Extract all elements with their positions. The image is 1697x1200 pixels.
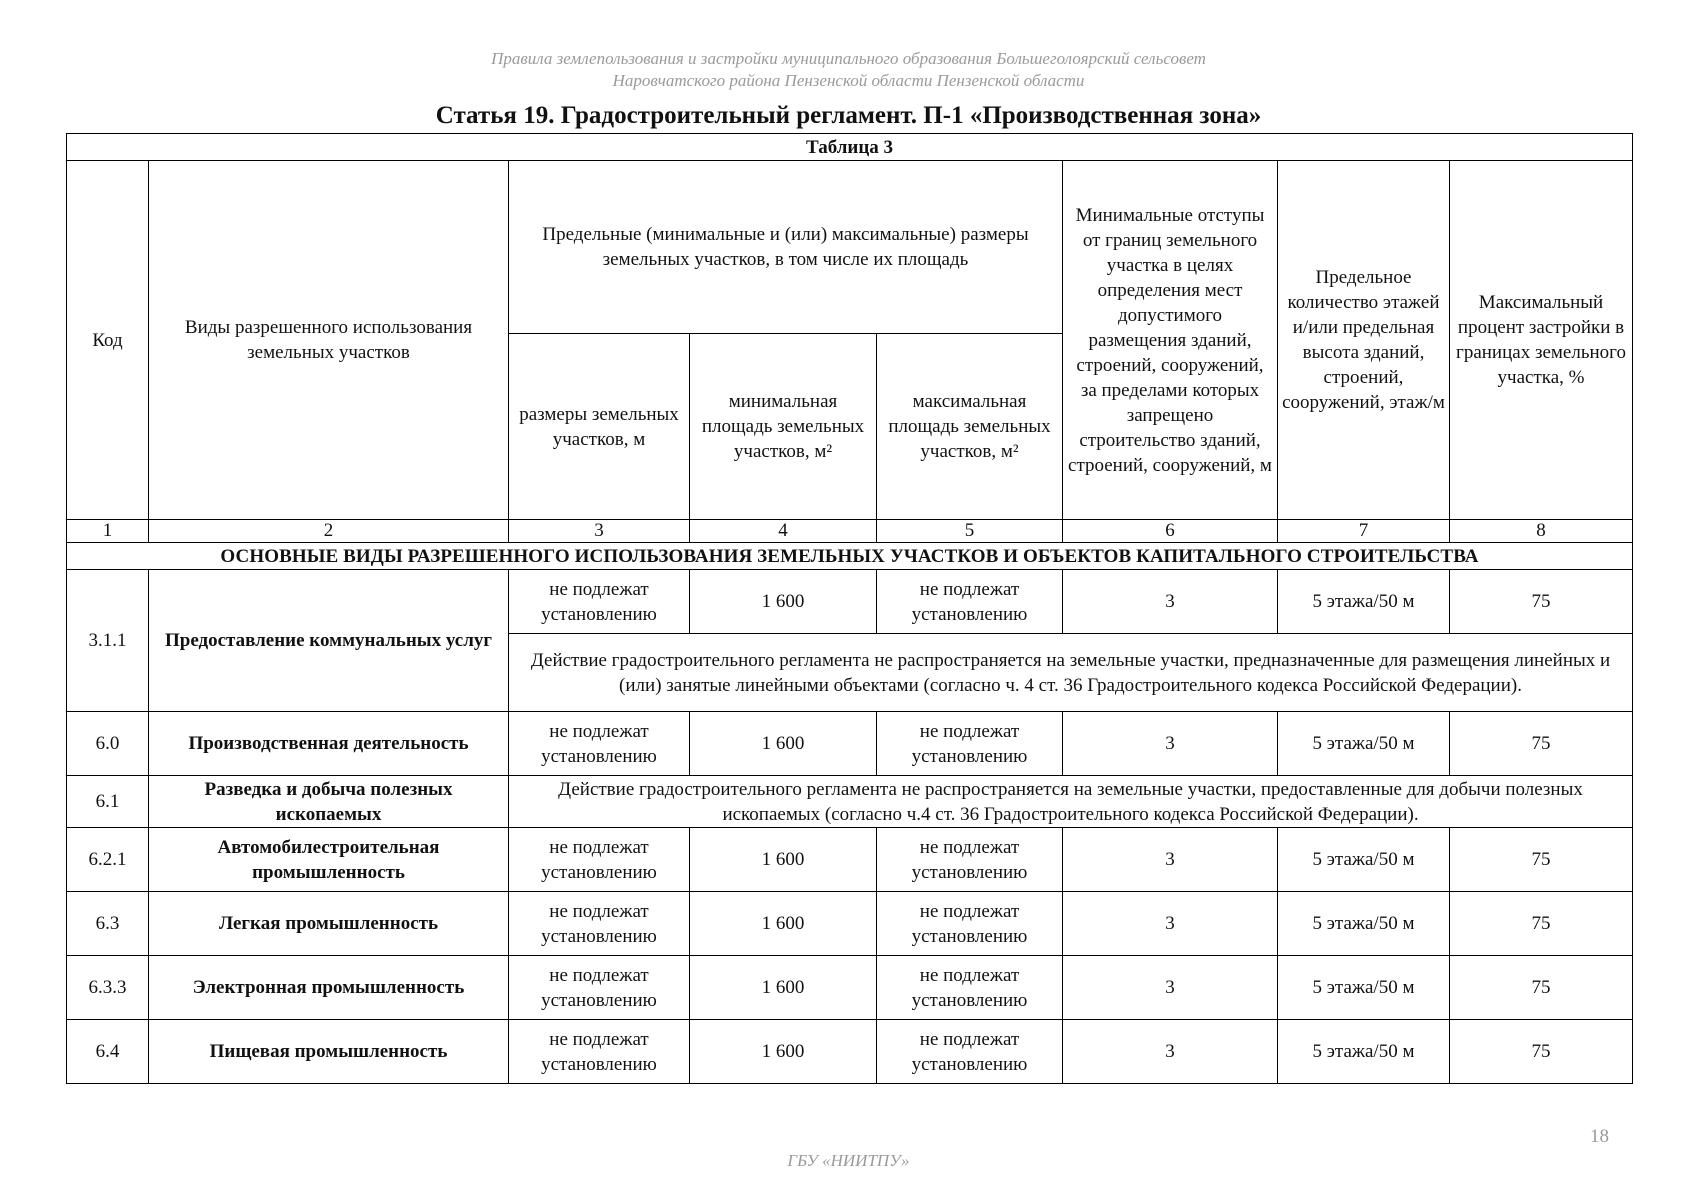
table-label: Таблица 3 — [67, 134, 1633, 161]
column-number: 2 — [149, 520, 509, 543]
row-size: не подлежат установлению — [509, 570, 690, 634]
row-coverage: 75 — [1450, 956, 1633, 1020]
row-min-area: 1 600 — [690, 1020, 877, 1084]
row-code: 6.4 — [67, 1020, 149, 1084]
running-footer: ГБУ «НИИТПУ» — [787, 1151, 910, 1170]
row-min-area: 1 600 — [690, 712, 877, 776]
row-max-area: не подлежат установлению — [877, 570, 1063, 634]
row-code: 6.3 — [67, 892, 149, 956]
column-number: 4 — [690, 520, 877, 543]
row-min-area: 1 600 — [690, 956, 877, 1020]
row-code: 6.3.3 — [67, 956, 149, 1020]
row-max-area: не подлежат установлению — [877, 828, 1063, 892]
row-size: не подлежат установлению — [509, 712, 690, 776]
row-max-area: не подлежат установлению — [877, 1020, 1063, 1084]
row-coverage: 75 — [1450, 712, 1633, 776]
table-row — [67, 828, 1633, 892]
row-max-area: не подлежат установлению — [877, 892, 1063, 956]
row-coverage: 75 — [1450, 1020, 1633, 1084]
column-number: 3 — [509, 520, 690, 543]
table-row — [67, 712, 1633, 776]
row-max-area: не подлежат установлению — [877, 956, 1063, 1020]
row-floors: 5 этажа/50 м — [1278, 712, 1450, 776]
section-title: ОСНОВНЫЕ ВИДЫ РАЗРЕШЕННОГО ИСПОЛЬЗОВАНИЯ ЗЕМЕЛЬНЫХ УЧАСТКОВ И ОБЪЕКТОВ КАПИТАЛЬНОГО СТРОИТЕЛЬСТВА — [67, 543, 1633, 570]
header-kind: Виды разрешенного использования земельных участков — [149, 161, 509, 520]
row-floors: 5 этажа/50 м — [1278, 956, 1450, 1020]
row-name: Автомобилестроительная промышленность — [149, 828, 509, 892]
row-name: Электронная промышленность — [149, 956, 509, 1020]
row-size: не подлежат установлению — [509, 892, 690, 956]
row-size: не подлежат установлению — [509, 828, 690, 892]
row-setback: 3 — [1063, 712, 1278, 776]
table-row — [67, 1020, 1633, 1084]
row-min-area: 1 600 — [690, 570, 877, 634]
row-note: Действие градостроительного регламента не распространяется на земельные участки, предназначенные для размещения линейных и (или) занятые линейными объектами (согласно ч. 4 ст. 36 Градостроительного кодекса Российской Федерации). — [509, 634, 1633, 712]
row-coverage: 75 — [1450, 828, 1633, 892]
row-floors: 5 этажа/50 м — [1278, 892, 1450, 956]
row-coverage: 75 — [1450, 892, 1633, 956]
row-code: 3.1.1 — [67, 570, 149, 712]
row-floors: 5 этажа/50 м — [1278, 828, 1450, 892]
article-title: Статья 19. Градостроительный регламент. П-1 «Производственная зона» — [435, 102, 1262, 129]
row-setback: 3 — [1063, 892, 1278, 956]
row-size: не подлежат установлению — [509, 956, 690, 1020]
row-code: 6.0 — [67, 712, 149, 776]
row-code: 6.2.1 — [67, 828, 149, 892]
row-code: 6.1 — [67, 776, 149, 828]
header-code: Код — [67, 161, 149, 520]
column-number: 5 — [877, 520, 1063, 543]
header-limits: Предельные (минимальные и (или) максимальные) размеры земельных участков, в том числе их площадь — [509, 161, 1063, 334]
header-coverage: Максимальный процент застройки в границах земельного участка, % — [1450, 161, 1633, 520]
row-min-area: 1 600 — [690, 892, 877, 956]
row-name: Разведка и добыча полезных ископаемых — [149, 776, 509, 828]
row-floors: 5 этажа/50 м — [1278, 1020, 1450, 1084]
page-number: 18 — [1590, 1126, 1609, 1147]
column-number: 6 — [1063, 520, 1278, 543]
header-setback: Минимальные отступы от границ земельного участка в целях определения мест допустимого размещения зданий, строений, сооружений, за пределами которых запрещено строительство зданий, строений, сооружений, м — [1063, 161, 1278, 520]
header-floors: Предельное количество этажей и/или предельная высота зданий, строений, сооружений, этаж/м — [1278, 161, 1450, 520]
regulation-table — [66, 133, 1633, 1084]
row-size: не подлежат установлению — [509, 1020, 690, 1084]
table-row — [67, 570, 1633, 634]
table-row — [67, 892, 1633, 956]
row-setback: 3 — [1063, 570, 1278, 634]
row-coverage: 75 — [1450, 570, 1633, 634]
column-number: 1 — [67, 520, 149, 543]
row-floors: 5 этажа/50 м — [1278, 570, 1450, 634]
row-note: Действие градостроительного регламента не распространяется на земельные участки, предоставленные для добычи полезных ископаемых (согласно ч.4 ст. 36 Градостроительного кодекса Российской Федерации). — [509, 776, 1633, 828]
column-number: 8 — [1450, 520, 1633, 543]
table-row — [67, 776, 1633, 828]
header-min-area: минимальная площадь земельных участков, м² — [690, 334, 877, 520]
table-row — [67, 956, 1633, 1020]
row-name: Пищевая промышленность — [149, 1020, 509, 1084]
column-number: 7 — [1278, 520, 1450, 543]
running-header-line1: Правила землепользования и застройки муниципального образования Большеголоярский сельсовет — [491, 49, 1206, 68]
header-sizes: размеры земельных участков, м — [509, 334, 690, 520]
row-name: Легкая промышленность — [149, 892, 509, 956]
header-max-area: максимальная площадь земельных участков, м² — [877, 334, 1063, 520]
row-name: Предоставление коммунальных услуг — [149, 570, 509, 712]
row-min-area: 1 600 — [690, 828, 877, 892]
row-setback: 3 — [1063, 1020, 1278, 1084]
row-name: Производственная деятельность — [149, 712, 509, 776]
row-max-area: не подлежат установлению — [877, 712, 1063, 776]
row-setback: 3 — [1063, 956, 1278, 1020]
row-setback: 3 — [1063, 828, 1278, 892]
running-header-line2: Наровчатского района Пензенской области Пензенской области — [612, 71, 1085, 90]
